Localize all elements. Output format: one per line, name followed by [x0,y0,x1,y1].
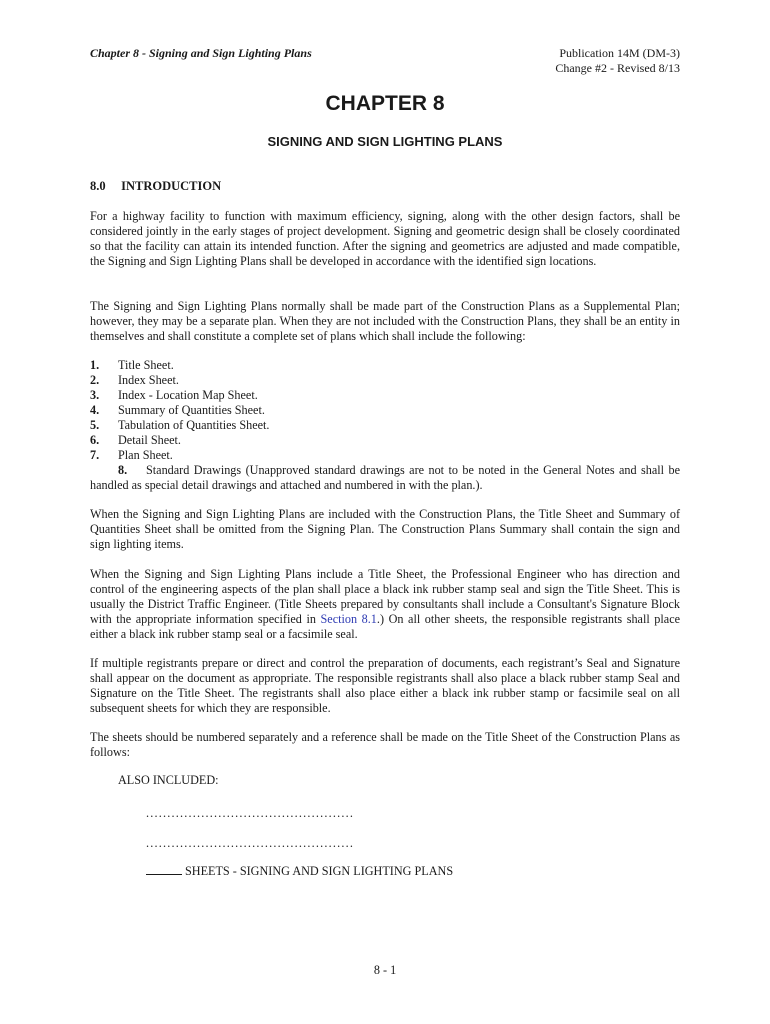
also-included-label: ALSO INCLUDED: [118,773,219,787]
running-header-chapter: Chapter 8 - Signing and Sign Lighting Plans [90,46,312,60]
sheets-count-line [146,864,453,879]
publication-number: Publication 14M (DM-3) [559,46,680,60]
chapter-subtitle: SIGNING AND SIGN LIGHTING PLANS [267,134,503,149]
required-sheets-list [90,358,680,493]
list-item [90,373,680,388]
section-number: 8.0 [90,179,106,193]
list-item-text: Index - Location Map Sheet. [118,388,258,402]
dotted-fill-line: ................................................. [146,836,355,850]
list-item-number: 6. [90,433,100,447]
list-item [90,403,680,418]
running-header-publication [555,46,680,76]
list-item-number: 7. [90,448,100,462]
section-8-1-link[interactable]: Section 8.1 [320,612,377,626]
list-item-text: Index Sheet. [118,373,179,387]
paragraph-supplemental-plan: The Signing and Sign Lighting Plans normally shall be made part of the Construction Plans as a Supplemental Plan; however, they may be a separate plan. When they are not included with the Construction Plans, they shall be an entity in themselves and shall constitute a complete set of plans which shall include the following: [90,299,680,343]
section-title: INTRODUCTION [121,179,222,193]
blank-underline [146,864,182,875]
list-item-number: 4. [90,403,100,417]
paragraph-introduction: For a highway facility to function with maximum efficiency, signing, along with the other design factors, shall be considered jointly in the early stages of project development. Signing and geometric design shall be closely coordinated so that the facility can attain its intended function. After the signing and geometrics are adjusted and made compatible, the Signing and Sign Lighting Plans shall be developed in accordance with the identified sign locations. [90,209,680,268]
revision-note: Change #2 - Revised 8/13 [555,61,680,75]
list-item-text: Summary of Quantities Sheet. [118,403,265,417]
dotted-fill-line: ................................................. [146,806,355,820]
list-item-number: 5. [90,418,100,432]
chapter-title: CHAPTER 8 [325,92,445,115]
list-item-number: 8. [118,463,128,477]
list-item [90,388,680,403]
paragraph-title-sheet-seal [90,567,680,642]
list-item-text: Tabulation of Quantities Sheet. [118,418,270,432]
paragraph-text: When the Signing and Sign Lighting Plans include a Title Sheet, the Professional Engineer who has direction and control of the engineering aspects of the plan shall place a black ink rubber stamp seal and sign the Title Sheet. This is usually the District Traffic Engineer. (Title Sheets prepared by consultants shall include a Consultant's Signature Block with the appropriate information specified in [90,567,680,626]
paragraph-text: .) On all other sheets, the responsible registrants shall place either a black ink rubber stamp seal or a facsimile seal. [90,612,681,641]
list-item-text: Detail Sheet. [118,433,181,447]
list-item [90,433,680,448]
list-item [90,358,680,373]
list-item-text: Plan Sheet. [118,448,173,462]
list-item-text: Title Sheet. [118,358,174,372]
list-item-number: 2. [90,373,100,387]
list-item [90,463,680,493]
sheets-label: SHEETS - SIGNING AND SIGN LIGHTING PLANS [185,864,454,878]
list-item [90,448,680,463]
list-item [90,418,680,433]
page-number: 8 - 1 [373,963,397,977]
list-item-number: 3. [90,388,100,402]
paragraph-sheet-numbering: The sheets should be numbered separately and a reference shall be made on the Title Sheet of the Construction Plans as follows: [90,730,680,759]
paragraph-multiple-registrants: If multiple registrants prepare or direct and control the preparation of documents, each registrant’s Seal and Signature shall appear on the document as appropriate. The responsible registrants shall also place a black rubber stamp Seal and Signature on the Title Sheet. The registrants shall also place either a black ink rubber stamp or facsimile seal on all subsequent sheets for which they are responsible. [90,656,680,715]
list-item-text: Standard Drawings (Unapproved standard drawings are not to be noted in the General Notes and shall be handled as special detail drawings and attached and numbered in with the plan.). [90,463,680,492]
list-item-number: 1. [90,358,100,372]
paragraph-included-with-construction: When the Signing and Sign Lighting Plans are included with the Construction Plans, the Title Sheet and Summary of Quantities Sheet shall be omitted from the Signing Plan. The Construction Plans Summary shall contain the sign and sign lighting items. [90,507,680,551]
section-heading [90,179,221,194]
